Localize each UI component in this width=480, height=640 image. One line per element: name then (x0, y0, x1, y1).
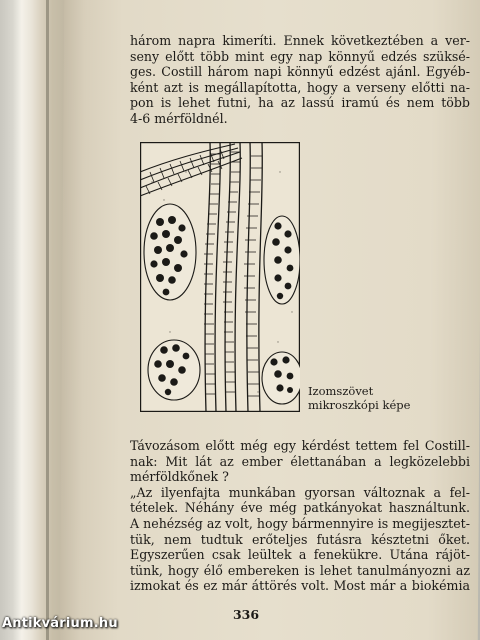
text-line: izmokat és ez már áttörés volt. Most már a biokémia (130, 578, 470, 594)
watermark: Antikvárium.hu (2, 616, 118, 631)
text-line: ként azt is megállapította, hogy a verseny előtti na- (130, 79, 470, 95)
text-line: három napra kimeríti. Ennek következtében a ver- (130, 33, 470, 48)
text-line: tételek. Néhány éve még patkányokat használtunk. (130, 500, 470, 516)
text-line: tünk, hogy élő embereken is lehet tanulmányozni az (130, 562, 470, 578)
paragraph-2 (130, 438, 470, 594)
text-line: pon is lehet futni, ha az lassú iramú és nem több (130, 95, 470, 111)
text-line: A nehézség az volt, hogy bármennyire is megijesztet- (130, 515, 470, 531)
text-line: seny előtt több mint egy nap könnyű edzés szüksé- (130, 48, 470, 64)
figure-caption (308, 384, 438, 412)
text-line: Távozásom előtt még egy kérdést tettem fel Costill- (130, 438, 470, 453)
spine-shadow-line (46, 0, 49, 640)
text-line: ges. Costill három napi könnyű edzést ajánl. Egyéb- (130, 64, 470, 80)
caption-line: mikroszkópi képe (308, 398, 411, 412)
caption-line: Izomszövet (308, 384, 374, 398)
text-line: tük, nem tudtuk erőteljes futásra késztetni őket. (130, 531, 470, 547)
text-line: nak: Mit lát az ember élettanában a legközelebbi (130, 453, 470, 469)
muscle-tissue-illustration (140, 142, 300, 412)
text-line: Egyszerűen csak leültek a fenekükre. Utána rájöt- (130, 547, 470, 563)
text-line: 4-6 mérföldnél. (130, 110, 228, 126)
text-line: mérföldkőnek ? (130, 469, 229, 485)
text-line: „Az ilyenfajta munkában gyorsan változnak a fel- (130, 484, 470, 500)
paragraph-1 (130, 33, 470, 127)
page-number: 336 (232, 607, 260, 622)
